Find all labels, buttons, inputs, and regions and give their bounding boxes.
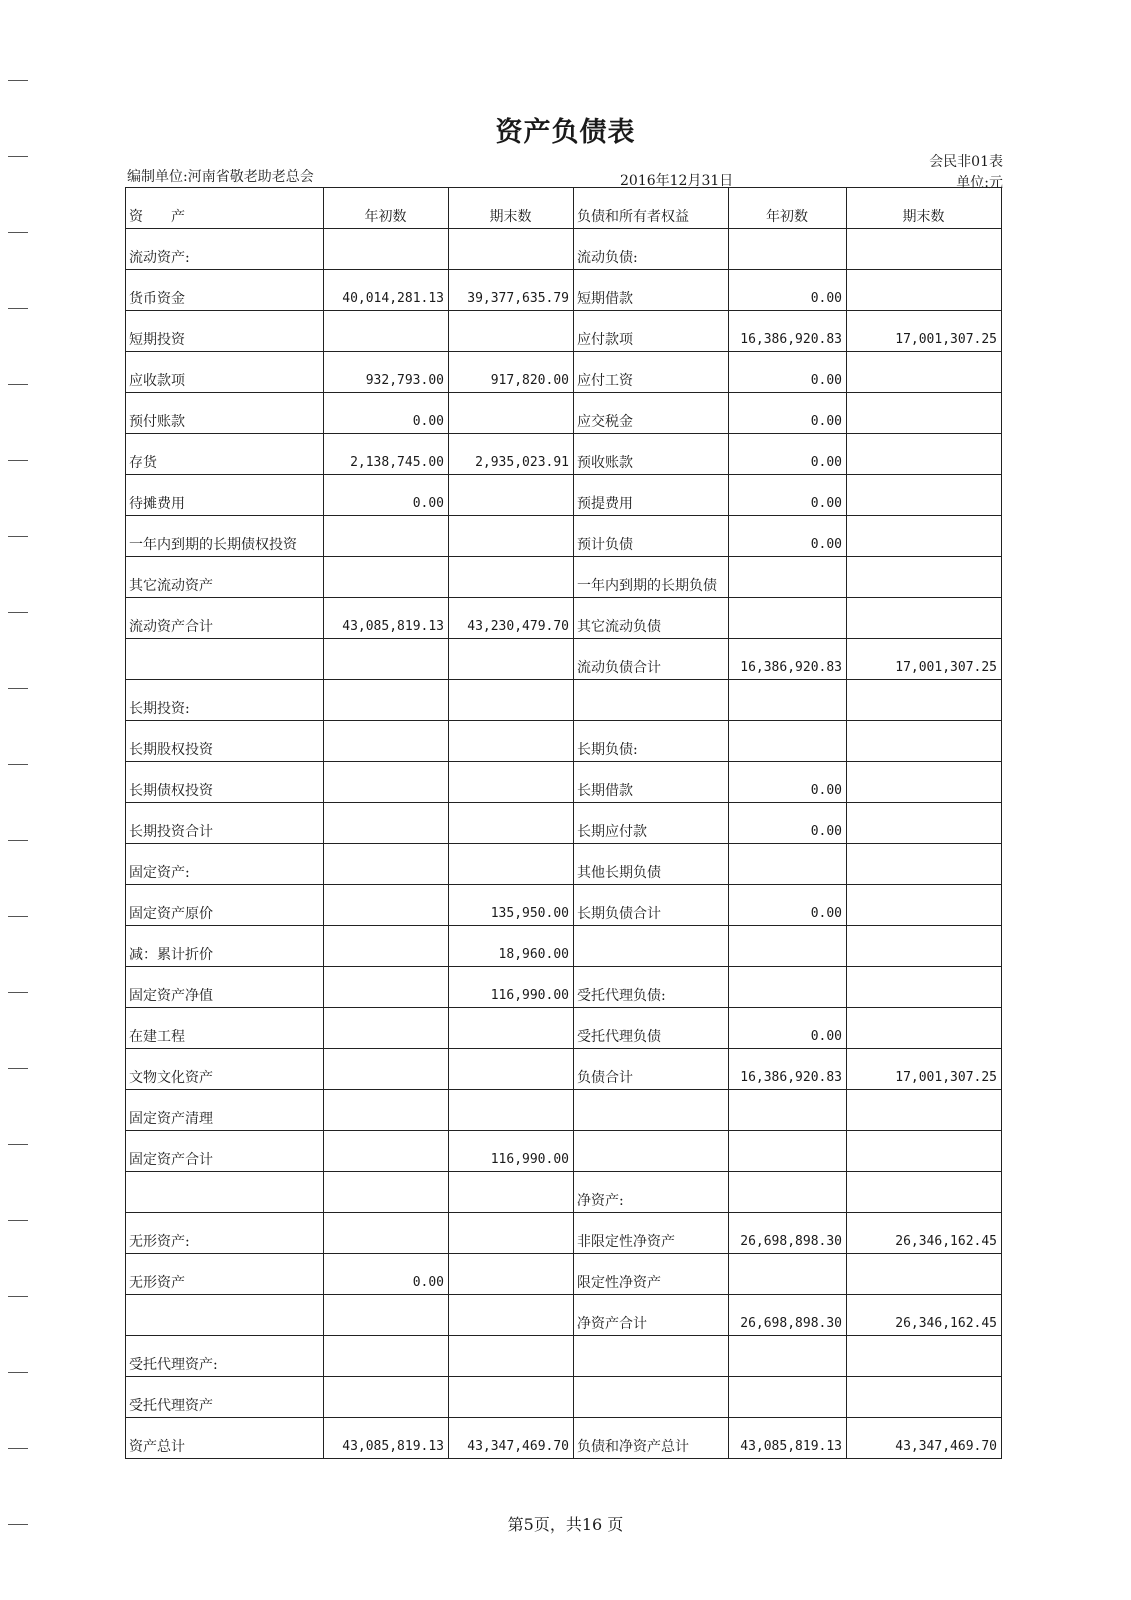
asset-end-value [449,1172,574,1213]
liability-begin-value [729,1131,847,1172]
liability-label: 应付款项 [574,311,729,352]
liability-label: 负债和净资产总计 [574,1418,729,1459]
liability-begin-value [729,1090,847,1131]
asset-end-value [449,803,574,844]
asset-end-value: 39,377,635.79 [449,270,574,311]
asset-label: 无形资产: [126,1213,324,1254]
liability-begin-value: 16,386,920.83 [729,639,847,680]
asset-begin-value: 0.00 [324,393,449,434]
table-row [126,434,1002,475]
asset-label: 短期投资 [126,311,324,352]
balance-sheet-table [125,187,1002,1459]
liability-end-value: 26,346,162.45 [847,1295,1002,1336]
liability-label: 预提费用 [574,475,729,516]
table-row [126,803,1002,844]
asset-end-value: 43,230,479.70 [449,598,574,639]
asset-begin-value: 932,793.00 [324,352,449,393]
asset-label: 长期股权投资 [126,721,324,762]
binding-mark [8,460,28,461]
liability-end-value [847,762,1002,803]
asset-label: 长期投资合计 [126,803,324,844]
binding-mark [8,1144,28,1145]
table-row [126,721,1002,762]
asset-end-value: 917,820.00 [449,352,574,393]
liability-label [574,1090,729,1131]
liability-end-value [847,885,1002,926]
binding-mark [8,232,28,233]
asset-begin-value [324,762,449,803]
asset-label: 固定资产清理 [126,1090,324,1131]
table-row [126,639,1002,680]
asset-begin-value [324,926,449,967]
table-row [126,229,1002,270]
table-row [126,352,1002,393]
asset-end-value [449,1254,574,1295]
liability-end-value [847,1131,1002,1172]
liability-label: 负债合计 [574,1049,729,1090]
liability-begin-value: 16,386,920.83 [729,311,847,352]
asset-label: 减：累计折价 [126,926,324,967]
asset-end-value [449,721,574,762]
asset-label: 待摊费用 [126,475,324,516]
asset-begin-value: 43,085,819.13 [324,1418,449,1459]
liability-label: 流动负债合计 [574,639,729,680]
liability-end-value: 43,347,469.70 [847,1418,1002,1459]
liability-end-value [847,721,1002,762]
table-row [126,270,1002,311]
asset-end-value [449,1008,574,1049]
binding-mark [8,156,28,157]
table-row [126,844,1002,885]
asset-label: 受托代理资产: [126,1336,324,1377]
binding-mark [8,384,28,385]
asset-begin-value [324,844,449,885]
asset-end-value [449,1090,574,1131]
table-row [126,680,1002,721]
table-row [126,762,1002,803]
asset-label: 文物文化资产 [126,1049,324,1090]
col-header-liability-end: 期末数 [847,188,1002,229]
liability-label: 受托代理负债 [574,1008,729,1049]
asset-begin-value [324,1377,449,1418]
liability-end-value [847,393,1002,434]
asset-end-value: 43,347,469.70 [449,1418,574,1459]
page-footer: 第5页，共16 页 [507,1515,624,1534]
liability-end-value [847,557,1002,598]
asset-label: 预付账款 [126,393,324,434]
asset-label: 在建工程 [126,1008,324,1049]
table-row [126,1131,1002,1172]
liability-label [574,1336,729,1377]
binding-mark [8,1372,28,1373]
liability-end-value [847,352,1002,393]
asset-begin-value [324,639,449,680]
liability-label: 非限定性净资产 [574,1213,729,1254]
liability-label: 短期借款 [574,270,729,311]
liability-begin-value: 0.00 [729,762,847,803]
asset-label: 存货 [126,434,324,475]
report-date: 2016年12月31日 [620,173,734,189]
asset-end-value [449,1336,574,1377]
table-row [126,967,1002,1008]
asset-begin-value [324,885,449,926]
liability-label: 其它流动负债 [574,598,729,639]
asset-label: 流动资产合计 [126,598,324,639]
asset-begin-value [324,1336,449,1377]
asset-end-value [449,1049,574,1090]
asset-end-value [449,516,574,557]
col-header-liability: 负债和所有者权益 [574,188,729,229]
table-row [126,926,1002,967]
asset-label: 固定资产净值 [126,967,324,1008]
liability-begin-value: 0.00 [729,1008,847,1049]
asset-label [126,1295,324,1336]
liability-label [574,926,729,967]
liability-label [574,1377,729,1418]
col-header-liability-begin: 年初数 [729,188,847,229]
table-row [126,1172,1002,1213]
liability-label: 长期借款 [574,762,729,803]
asset-end-value [449,1295,574,1336]
table-row [126,598,1002,639]
asset-begin-value: 40,014,281.13 [324,270,449,311]
binding-mark [8,992,28,993]
asset-begin-value [324,1090,449,1131]
liability-begin-value: 0.00 [729,352,847,393]
liability-end-value [847,844,1002,885]
binding-mark [8,536,28,537]
table-row [126,885,1002,926]
asset-begin-value [324,516,449,557]
binding-mark [8,1296,28,1297]
liability-begin-value [729,557,847,598]
asset-end-value: 18,960.00 [449,926,574,967]
table-row [126,1049,1002,1090]
liability-label: 长期负债: [574,721,729,762]
binding-mark [8,688,28,689]
asset-label: 其它流动资产 [126,557,324,598]
table-row [126,516,1002,557]
asset-begin-value [324,1131,449,1172]
asset-label: 流动资产: [126,229,324,270]
liability-begin-value [729,1254,847,1295]
asset-end-value [449,475,574,516]
liability-end-value [847,1254,1002,1295]
asset-end-value [449,639,574,680]
form-number: 会民非01表 [929,154,1003,170]
liability-end-value: 17,001,307.25 [847,639,1002,680]
asset-end-value: 116,990.00 [449,1131,574,1172]
table-row [126,1377,1002,1418]
asset-begin-value: 43,085,819.13 [324,598,449,639]
table-row [126,1090,1002,1131]
liability-end-value [847,1377,1002,1418]
liability-end-value [847,1336,1002,1377]
liability-label: 长期负债合计 [574,885,729,926]
asset-label: 一年内到期的长期债权投资 [126,516,324,557]
liability-end-value [847,803,1002,844]
asset-label [126,639,324,680]
liability-begin-value: 0.00 [729,885,847,926]
liability-label: 其他长期负债 [574,844,729,885]
asset-begin-value [324,803,449,844]
binding-mark [8,1448,28,1449]
asset-end-value [449,557,574,598]
asset-end-value: 135,950.00 [449,885,574,926]
asset-begin-value [324,680,449,721]
asset-begin-value: 2,138,745.00 [324,434,449,475]
binding-mark [8,764,28,765]
liability-label: 一年内到期的长期负债 [574,557,729,598]
liability-label: 受托代理负债: [574,967,729,1008]
asset-begin-value [324,1295,449,1336]
liability-end-value [847,475,1002,516]
liability-begin-value [729,967,847,1008]
liability-begin-value [729,1336,847,1377]
table-row [126,1008,1002,1049]
liability-end-value [847,680,1002,721]
asset-begin-value [324,1213,449,1254]
page-title: 资产负债表 [495,117,636,148]
liability-begin-value: 0.00 [729,475,847,516]
liability-end-value [847,926,1002,967]
liability-end-value [847,434,1002,475]
liability-begin-value: 0.00 [729,434,847,475]
liability-begin-value: 0.00 [729,270,847,311]
asset-label [126,1172,324,1213]
liability-begin-value [729,721,847,762]
liability-end-value [847,516,1002,557]
asset-begin-value: 0.00 [324,475,449,516]
table-row [126,557,1002,598]
liability-end-value [847,270,1002,311]
liability-end-value [847,967,1002,1008]
liability-end-value: 26,346,162.45 [847,1213,1002,1254]
col-header-asset-end: 期末数 [449,188,574,229]
asset-label: 资产总计 [126,1418,324,1459]
asset-begin-value [324,229,449,270]
binding-mark [8,1068,28,1069]
liability-end-value [847,1172,1002,1213]
table-row [126,1213,1002,1254]
asset-end-value [449,680,574,721]
liability-begin-value [729,1172,847,1213]
liability-begin-value: 43,085,819.13 [729,1418,847,1459]
liability-begin-value: 0.00 [729,516,847,557]
asset-label: 固定资产: [126,844,324,885]
liability-begin-value: 0.00 [729,803,847,844]
liability-begin-value: 26,698,898.30 [729,1295,847,1336]
liability-label [574,680,729,721]
liability-begin-value [729,598,847,639]
asset-label: 受托代理资产 [126,1377,324,1418]
liability-label: 长期应付款 [574,803,729,844]
binding-mark [8,916,28,917]
liability-label [574,1131,729,1172]
table-row [126,1254,1002,1295]
asset-end-value [449,762,574,803]
liability-label: 净资产合计 [574,1295,729,1336]
asset-begin-value [324,967,449,1008]
table-row [126,1418,1002,1459]
col-header-asset: 资 产 [126,188,324,229]
asset-end-value [449,311,574,352]
liability-label: 限定性净资产 [574,1254,729,1295]
currency-unit: 单位:元 [956,175,1003,191]
asset-end-value [449,229,574,270]
binding-mark [8,80,28,81]
asset-end-value [449,844,574,885]
table-row [126,475,1002,516]
liability-end-value: 17,001,307.25 [847,1049,1002,1090]
asset-label: 固定资产原价 [126,885,324,926]
asset-end-value [449,1377,574,1418]
asset-end-value: 116,990.00 [449,967,574,1008]
asset-begin-value [324,1008,449,1049]
binding-mark [8,308,28,309]
col-header-asset-begin: 年初数 [324,188,449,229]
liability-begin-value [729,229,847,270]
asset-end-value [449,393,574,434]
table-header-row [126,188,1002,229]
asset-begin-value [324,557,449,598]
liability-label: 净资产: [574,1172,729,1213]
asset-begin-value [324,1049,449,1090]
liability-end-value [847,229,1002,270]
liability-begin-value: 16,386,920.83 [729,1049,847,1090]
asset-end-value [449,1213,574,1254]
table-row [126,393,1002,434]
asset-begin-value: 0.00 [324,1254,449,1295]
asset-begin-value [324,721,449,762]
asset-label: 应收款项 [126,352,324,393]
liability-label: 应付工资 [574,352,729,393]
table-row [126,311,1002,352]
liability-begin-value [729,1377,847,1418]
liability-label: 预计负债 [574,516,729,557]
preparing-unit: 编制单位:河南省敬老助老总会 [127,169,314,185]
asset-label: 长期债权投资 [126,762,324,803]
asset-begin-value [324,311,449,352]
liability-end-value [847,1090,1002,1131]
liability-begin-value: 0.00 [729,393,847,434]
binding-mark [8,612,28,613]
liability-begin-value [729,844,847,885]
asset-label: 货币资金 [126,270,324,311]
liability-label: 预收账款 [574,434,729,475]
asset-label: 无形资产 [126,1254,324,1295]
asset-label: 固定资产合计 [126,1131,324,1172]
binding-mark [8,1524,28,1525]
table-row [126,1336,1002,1377]
asset-label: 长期投资: [126,680,324,721]
liability-end-value [847,598,1002,639]
liability-begin-value [729,926,847,967]
binding-mark [8,1220,28,1221]
liability-label: 应交税金 [574,393,729,434]
table-row [126,1295,1002,1336]
asset-end-value: 2,935,023.91 [449,434,574,475]
liability-begin-value: 26,698,898.30 [729,1213,847,1254]
liability-end-value: 17,001,307.25 [847,311,1002,352]
liability-label: 流动负债: [574,229,729,270]
asset-begin-value [324,1172,449,1213]
liability-begin-value [729,680,847,721]
liability-end-value [847,1008,1002,1049]
binding-mark [8,840,28,841]
